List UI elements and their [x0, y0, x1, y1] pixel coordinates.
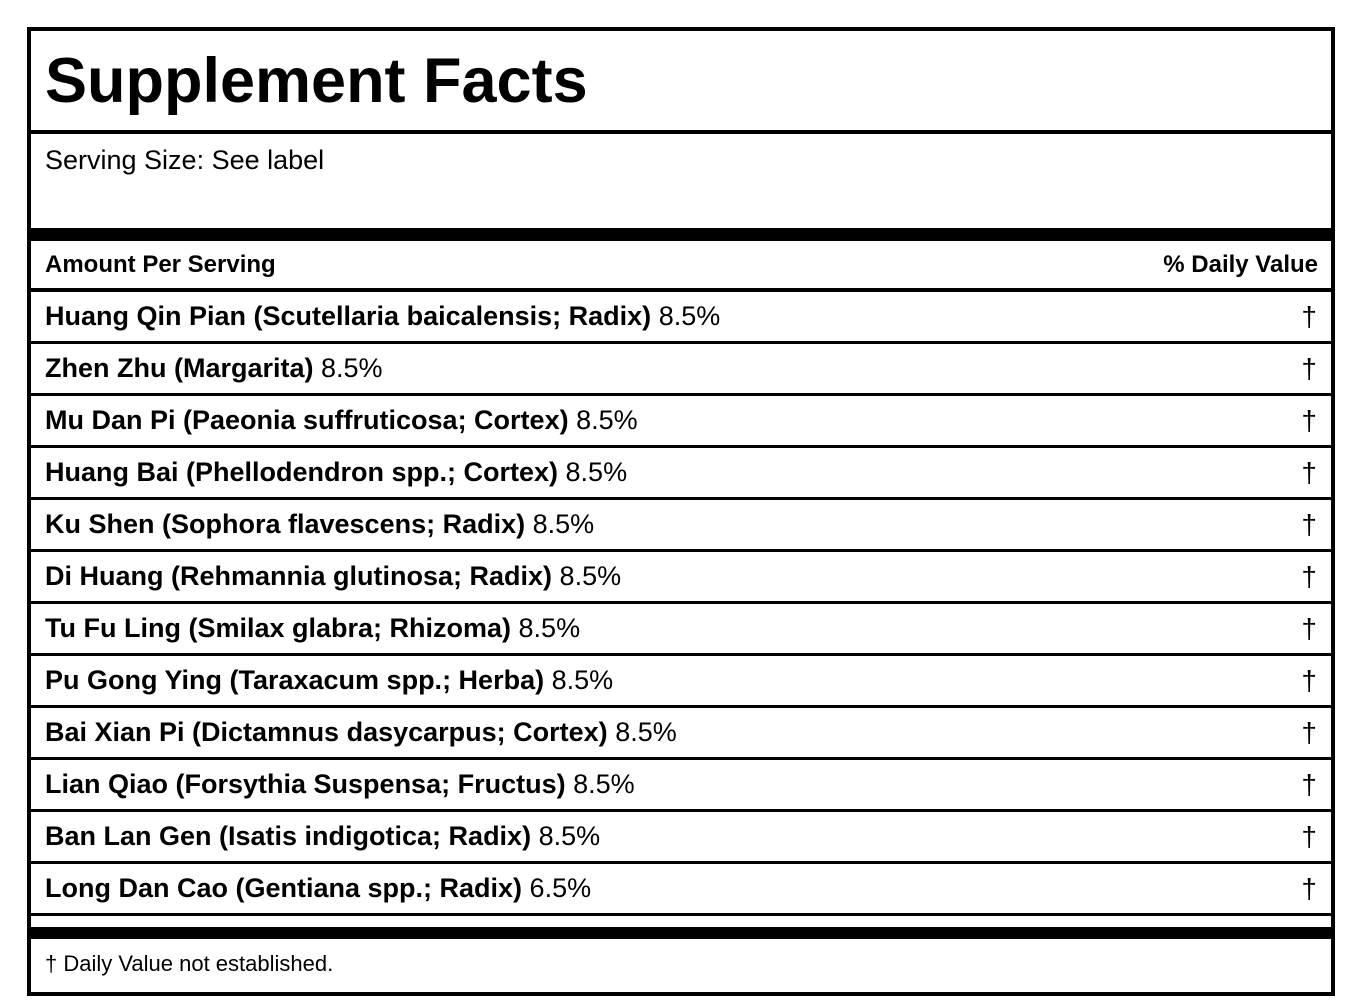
ingredient-name: Zhen Zhu (Margarita): [45, 353, 314, 383]
ingredient-name: Long Dan Cao (Gentiana spp.; Radix): [45, 873, 523, 903]
ingredient-amount: 8.5%: [576, 405, 638, 435]
thick-divider-bottom: [31, 927, 1331, 939]
title-section: [31, 31, 1331, 131]
dagger-symbol: †: [1301, 405, 1317, 436]
ingredient-name: Huang Bai (Phellodendron spp.; Cortex): [45, 457, 559, 487]
ingredient-name-amount: [45, 875, 591, 902]
ingredient-amount: 8.5%: [615, 717, 677, 747]
ingredient-amount: 8.5%: [532, 509, 595, 539]
daily-value-header: % Daily Value: [1163, 251, 1318, 278]
serving-size: Serving Size: See label: [45, 145, 325, 175]
ingredient-row: [31, 760, 1331, 812]
ingredient-name-amount: [45, 823, 600, 850]
supplement-facts-panel: [27, 27, 1335, 996]
ingredient-row: [31, 604, 1331, 656]
ingredient-row: [31, 344, 1331, 396]
ingredient-name: Pu Gong Ying (Taraxacum spp.; Herba): [45, 665, 545, 695]
ingredient-name: Di Huang (Rehmannia glutinosa; Radix): [45, 561, 553, 591]
dagger-symbol: †: [1301, 769, 1317, 800]
dagger-symbol: †: [1301, 717, 1317, 748]
ingredient-name-amount: [45, 667, 613, 694]
ingredient-name-amount: [45, 771, 635, 798]
ingredient-name: Bai Xian Pi (Dictamnus dasycarpus; Cortex): [45, 717, 608, 747]
ingredient-name: Ku Shen (Sophora flavescens; Radix): [45, 509, 526, 539]
ingredient-amount: 8.5%: [573, 769, 635, 799]
dagger-symbol: †: [1301, 509, 1317, 540]
dagger-symbol: †: [1301, 873, 1317, 904]
ingredient-name-amount: [45, 459, 627, 486]
thick-divider-top: [31, 228, 1331, 241]
ingredient-amount: 6.5%: [529, 873, 592, 903]
ingredient-name-amount: [45, 303, 720, 330]
ingredient-row: [31, 396, 1331, 448]
ingredient-name: Lian Qiao (Forsythia Suspensa; Fructus): [45, 769, 566, 799]
footnote: † Daily Value not established.: [45, 951, 334, 976]
ingredient-name-amount: [45, 615, 580, 642]
dagger-symbol: †: [1301, 301, 1317, 332]
dagger-symbol: †: [1301, 353, 1317, 384]
ingredient-row: [31, 552, 1331, 604]
ingredient-name: Huang Qin Pian (Scutellaria baicalensis; Radix): [45, 301, 652, 331]
ingredient-name-amount: [45, 407, 638, 434]
ingredient-row: [31, 708, 1331, 760]
dagger-symbol: †: [1301, 665, 1317, 696]
dagger-symbol: †: [1301, 561, 1317, 592]
dagger-symbol: †: [1301, 457, 1317, 488]
ingredient-row: [31, 292, 1331, 344]
ingredient-row: [31, 812, 1331, 864]
ingredient-amount: 8.5%: [565, 457, 628, 487]
ingredient-row: [31, 500, 1331, 552]
ingredient-amount: 8.5%: [518, 613, 581, 643]
ingredient-name: Tu Fu Ling (Smilax glabra; Rhizoma): [45, 613, 512, 643]
ingredient-name-amount: [45, 511, 594, 538]
ingredient-amount: 8.5%: [538, 821, 601, 851]
ingredient-amount: 8.5%: [559, 561, 622, 591]
ingredient-name: Mu Dan Pi (Paeonia suffruticosa; Cortex): [45, 405, 569, 435]
panel-title: Supplement Facts: [45, 46, 588, 116]
ingredient-name-amount: [45, 719, 677, 746]
ingredient-name-amount: [45, 563, 621, 590]
title-divider: [31, 130, 1331, 134]
ingredient-row: [31, 864, 1331, 916]
ingredient-name-amount: [45, 355, 383, 382]
ingredient-amount: 8.5%: [321, 353, 383, 383]
row-divider: [31, 913, 1331, 916]
ingredient-amount: 8.5%: [658, 301, 721, 331]
ingredient-amount: 8.5%: [551, 665, 614, 695]
ingredient-name: Ban Lan Gen (Isatis indigotica; Radix): [45, 821, 532, 851]
amount-per-serving-header: Amount Per Serving: [45, 251, 276, 278]
ingredient-row: [31, 448, 1331, 500]
dagger-symbol: †: [1301, 821, 1317, 852]
dagger-symbol: †: [1301, 613, 1317, 644]
ingredient-row: [31, 656, 1331, 708]
